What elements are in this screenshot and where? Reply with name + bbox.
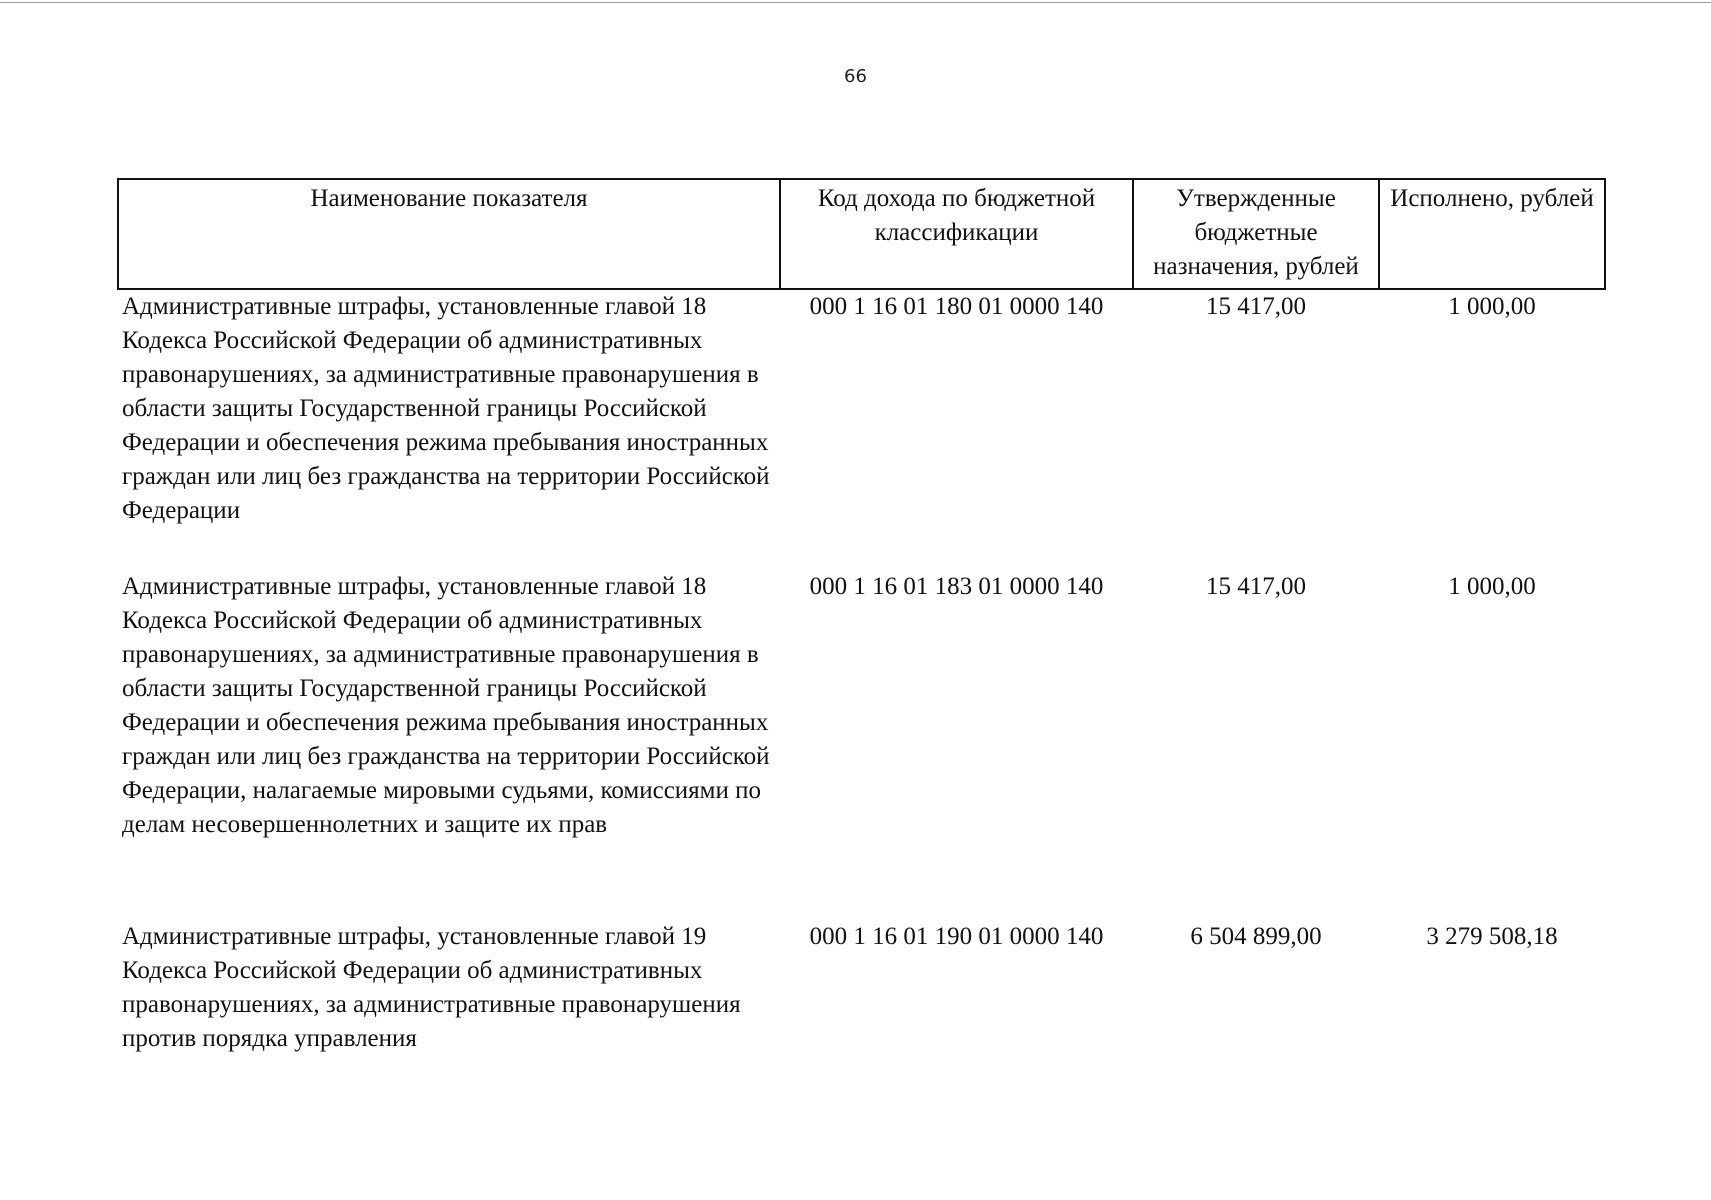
- row-executed: 3 279 508,18: [1426, 923, 1558, 950]
- header-executed: Исполнено, рублей: [1379, 179, 1605, 289]
- row-executed: 1 000,00: [1448, 293, 1536, 320]
- table-header: [118, 179, 1605, 289]
- table-row: [118, 920, 1605, 1120]
- row-name: Административные штрафы, установленные главой 18 Кодекса Российской Федерации об административных правонарушениях, за административные правонарушения в области защиты Государственной границы Российской Федерации и обеспечения режима пребывания иностранных граждан или лиц без гражданства на территории Российской Федерации, налагаемые мировыми судьями, комиссиями по делам несовершеннолетних и защите их прав: [122, 573, 770, 838]
- header-approved: Утвержденные бюджетные назначения, рублей: [1133, 179, 1379, 289]
- row-code: 000 1 16 01 180 01 0000 140: [809, 293, 1104, 320]
- header-name: Наименование показателя: [118, 179, 780, 289]
- table-row: [118, 570, 1605, 920]
- row-approved: 15 417,00: [1206, 293, 1306, 320]
- top-scan-rule: [0, 2, 1711, 3]
- table-body: [118, 289, 1605, 1120]
- row-code: 000 1 16 01 183 01 0000 140: [809, 573, 1104, 600]
- header-row: [118, 179, 1605, 289]
- page-number: 66: [844, 66, 867, 87]
- row-name: Административные штрафы, установленные главой 18 Кодекса Российской Федерации об административных правонарушениях, за административные правонарушения в области защиты Государственной границы Российской Федерации и обеспечения режима пребывания иностранных граждан или лиц без гражданства на территории Российской Федерации: [122, 293, 770, 524]
- row-name: Административные штрафы, установленные главой 19 Кодекса Российской Федерации об административных правонарушениях, за административные правонарушения против порядка управления: [122, 923, 741, 1052]
- row-executed: 1 000,00: [1448, 573, 1536, 600]
- header-code: Код дохода по бюджетной классификации: [780, 179, 1133, 289]
- row-approved: 6 504 899,00: [1190, 923, 1322, 950]
- table-row: [118, 289, 1605, 570]
- revenue-table: [117, 178, 1606, 1120]
- row-approved: 15 417,00: [1206, 573, 1306, 600]
- row-code: 000 1 16 01 190 01 0000 140: [809, 923, 1104, 950]
